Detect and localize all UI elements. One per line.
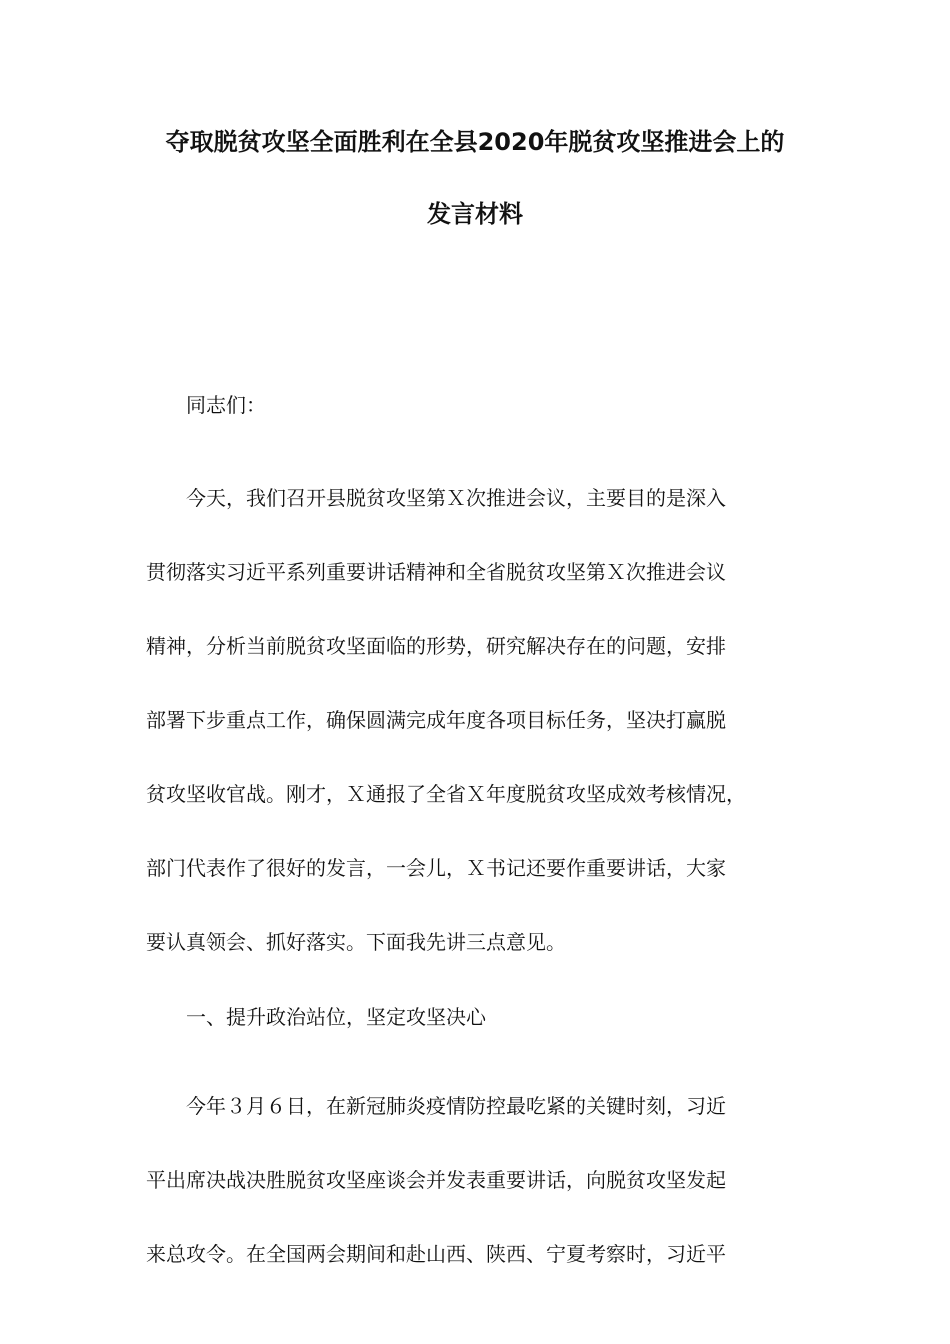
- paragraph-1-line-6: 部门代表作了很好的发言，一会儿，Ｘ书记还要作重要讲话，大家: [146, 856, 726, 880]
- paragraph-1-line-7: 要认真领会、抓好落实。下面我先讲三点意见。: [146, 930, 566, 954]
- paragraph-2-line-1: 今年３月６日，在新冠肺炎疫情防控最吃紧的关键时刻，习近: [186, 1094, 726, 1118]
- paragraph-1: [146, 461, 796, 979]
- document-title: [120, 128, 830, 228]
- paragraph-1-line-4: 部署下步重点工作，确保圆满完成年度各项目标任务，坚决打赢脱: [146, 708, 726, 732]
- title-line-2: 发言材料: [427, 200, 523, 228]
- paragraph-1-line-3: 精神，分析当前脱贫攻坚面临的形势，研究解决存在的问题，安排: [146, 634, 726, 658]
- salutation: [146, 393, 796, 417]
- paragraph-1-line-2: 贯彻落实习近平系列重要讲话精神和全省脱贫攻坚第Ｘ次推进会议: [146, 560, 726, 584]
- paragraph-2-line-2: 平出席决战决胜脱贫攻坚座谈会并发表重要讲话，向脱贫攻坚发起: [146, 1168, 726, 1192]
- salutation-text: 同志们：: [186, 393, 266, 417]
- document-body: [146, 393, 796, 1291]
- section-heading-1: [146, 1005, 796, 1029]
- paragraph-1-line-1: 今天，我们召开县脱贫攻坚第Ｘ次推进会议，主要目的是深入: [186, 486, 726, 510]
- paragraph-2: [146, 1069, 796, 1291]
- section-heading-1-text: 一、提升政治站位，坚定攻坚决心: [186, 1005, 486, 1029]
- paragraph-2-line-3: 来总攻令。在全国两会期间和赴山西、陕西、宁夏考察时，习近平: [146, 1242, 726, 1266]
- paragraph-1-line-5: 贫攻坚收官战。刚才，Ｘ通报了全省Ｘ年度脱贫攻坚成效考核情况，: [146, 782, 746, 806]
- title-line-1: 夺取脱贫攻坚全面胜利在全县2020年脱贫攻坚推进会上的: [165, 128, 785, 156]
